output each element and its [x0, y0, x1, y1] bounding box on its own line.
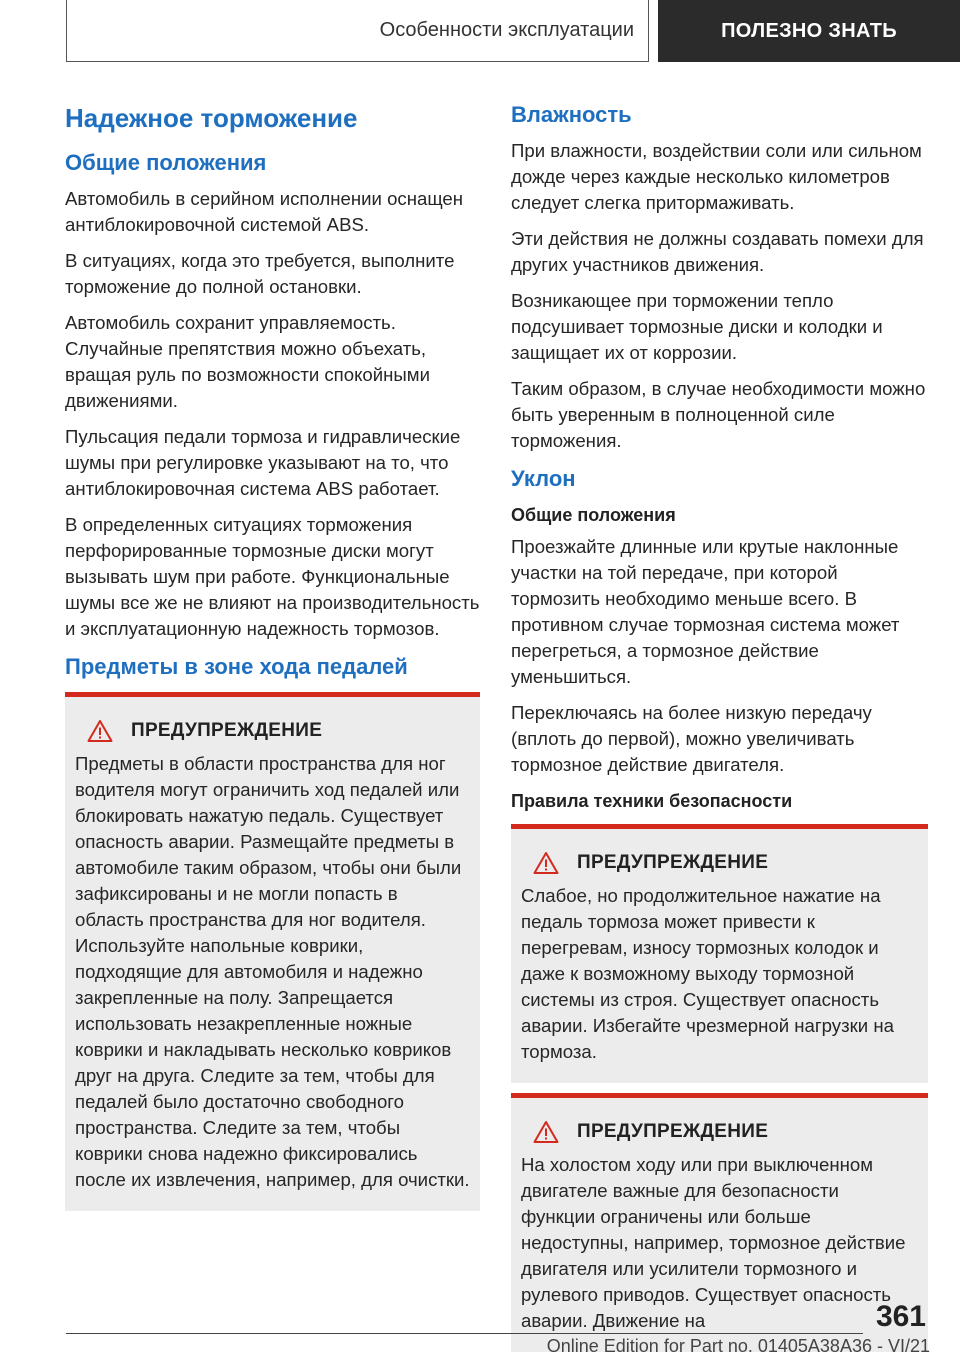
warning-title: ПРЕДУПРЕЖДЕНИЕ [131, 720, 323, 741]
paragraph: Автомобиль сохранит управляемость. Случайные препятствия можно объехать, вращая руль по возможности спокойными движениями. [65, 312, 430, 411]
warning-box-idle [511, 1093, 928, 1352]
footer-divider [66, 1333, 863, 1334]
header-section-label [66, 0, 649, 62]
warning-text: Слабое, но продолжительное нажатие на педаль тормоза может привести к перегревам, износу тормозных колодок и даже к возможному выходу тормозной системы из строя. Существует опасность аварии. Избегайте чрезмерной нагрузки на тормоза. [521, 885, 894, 1062]
warning-title: ПРЕДУПРЕЖДЕНИЕ [577, 852, 769, 873]
warning-box-overheat [511, 824, 928, 1083]
warning-header [75, 719, 470, 743]
right-column [511, 100, 928, 1352]
paragraph: В ситуациях, когда это требуется, выполните торможение до полной остановки. [65, 250, 455, 297]
paragraph: Пульсация педали тормоза и гидравлические шумы при регулировке указывают на то, что антиблокировочная система ABS работает. [65, 426, 461, 499]
header-chapter-text: ПОЛЕЗНО ЗНАТЬ [721, 19, 897, 42]
warning-triangle-icon [87, 719, 113, 743]
page-number: 361 [875, 1300, 926, 1333]
warning-triangle-icon [533, 1120, 559, 1144]
warning-title: ПРЕДУПРЕЖДЕНИЕ [577, 1121, 769, 1142]
subsection-pedal-objects: Предметы в зоне хода педалей [65, 654, 408, 679]
header-chapter-tab[interactable] [658, 0, 960, 62]
subsection-safety-rules: Правила техники безопасности [511, 791, 793, 811]
paragraph: В определенных ситуациях торможения перфорированные тормозные диски могут вызывать шум при работе. Функциональные шумы все же не влияют на производительность и эксплуатационную надежность тормозов. [65, 514, 480, 639]
paragraph: Таким образом, в случае необходимости можно быть уверенным в полноценной силе торможения. [511, 378, 926, 451]
paragraph: Проезжайте длинные или крутые наклонные участки на той передаче, при которой тормозить необходимо меньше всего. В противном случае тормозная система может перегреться, а тормозное действие уменьшиться. [511, 536, 900, 687]
subsection-humidity: Влажность [511, 102, 632, 127]
paragraph: Эти действия не должны создавать помехи для других участников движения. [511, 228, 924, 275]
subsection-slope-general: Общие положения [511, 505, 676, 525]
subsection-general: Общие положения [65, 150, 267, 175]
section-title-braking: Надежное торможение [65, 103, 358, 133]
warning-triangle-icon [533, 851, 559, 875]
footer-edition: Online Edition for Part no. 01405A38A36 - VI/21 [546, 1336, 930, 1356]
subsection-slope: Уклон [511, 466, 576, 491]
warning-header [521, 851, 918, 875]
warning-box-pedals [65, 692, 480, 1211]
paragraph: Возникающее при торможении тепло подсушивает тормозные диски и колодки и защищает их от коррозии. [511, 290, 883, 363]
left-column [65, 100, 480, 1211]
paragraph: При влажности, воздействии соли или сильном дожде через каждые несколько километров следует слегка притормаживать. [511, 140, 922, 213]
paragraph: Переключаясь на более низкую передачу (вплоть до первой), можно увеличивать тормозное действие двигателя. [511, 702, 872, 775]
warning-text: На холостом ходу или при выключенном двигателе важные для безопасности функции ограничены или больше недоступны, например, тормозное действие двигателя или усилители тормозного и рулевого приводов. Существует опасность аварии. Движение на [521, 1154, 906, 1331]
header-section-text: Особенности эксплуатации [379, 19, 634, 41]
paragraph: Автомобиль в серийном исполнении оснащен антиблокировочной системой ABS. [65, 188, 464, 235]
warning-text: Предметы в области пространства для ног водителя могут ограничить ход педалей или блокировать нажатую педаль. Существует опасность аварии. Размещайте предметы в автомобиле таким образом, чтобы они были зафиксированы и не могли попасть в область пространства для ног водителя. Используйте напольные коврики, подходящие для автомобиля и надежно закрепленные на полу. Запрещается использовать незакрепленные ножные коврики и накладывать несколько ковриков друг на друга. Следите за тем, чтобы для педалей было достаточно свободного пространства. Следите за тем, чтобы коврики снова надежно фиксировались после их извлечения, например, для очистки. [75, 753, 470, 1190]
warning-header [521, 1120, 918, 1144]
